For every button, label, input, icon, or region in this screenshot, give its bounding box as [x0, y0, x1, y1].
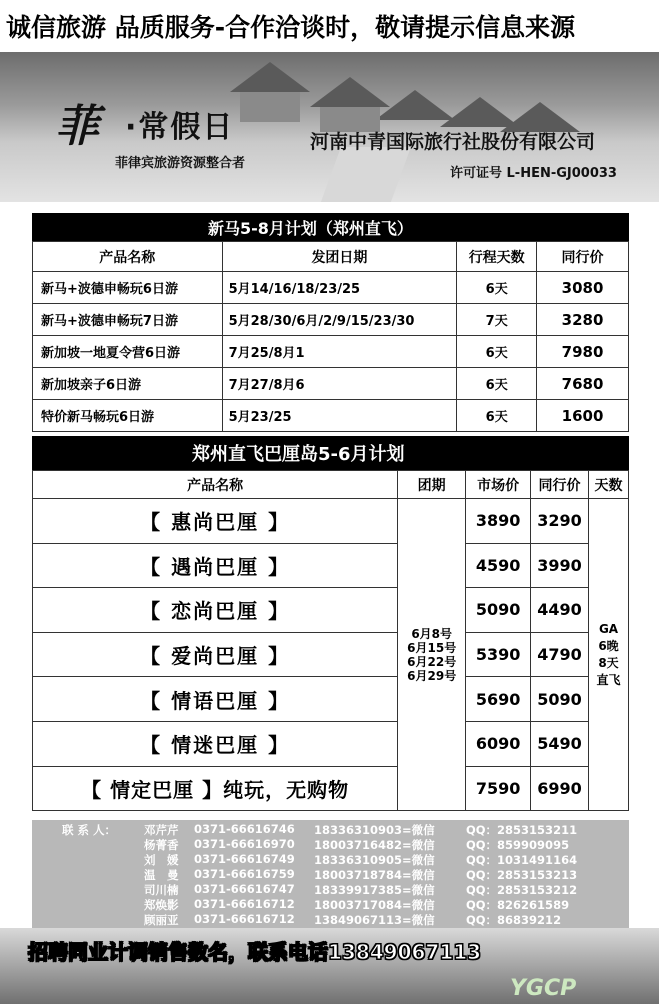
trip-info [589, 499, 629, 811]
contact-qq: QQ：2853153211 [466, 823, 578, 837]
contact-row [144, 867, 606, 883]
contact-row [144, 822, 606, 838]
contact-mobile: 18003717084=微信 [314, 898, 435, 912]
contact-row [144, 897, 606, 913]
contact-mobile: 18003718784=微信 [314, 868, 435, 882]
product-name: 新加坡亲子6日游 [33, 368, 223, 400]
contact-name: 邓芹芹 [144, 823, 179, 837]
contact-qq: QQ：826261589 [466, 898, 570, 912]
contact-row [144, 852, 606, 868]
departure-dates: 7月25/8月1 [222, 336, 457, 368]
brand-tagline: 菲律宾旅游资源整合者 [115, 156, 246, 171]
contact-qq: QQ：86839212 [466, 913, 562, 927]
top-banner: 诚信旅游 品质服务-合作洽谈时，敬请提示信息来源 [6, 13, 576, 42]
col-header: 团期 [398, 471, 466, 499]
contact-qq: QQ：859909095 [466, 838, 570, 852]
peer-price: 7680 [537, 368, 629, 400]
table-row [33, 499, 629, 544]
product-name: 【 情语巴厘 】 [33, 677, 398, 722]
contact-qq: QQ：2853153213 [466, 868, 578, 882]
trip-days: 7天 [457, 304, 537, 336]
contact-name: 郑焕影 [144, 898, 179, 912]
contact-name: 杨菁香 [144, 838, 179, 852]
contact-row [144, 882, 606, 898]
market-price: 4590 [466, 543, 531, 588]
table-row [33, 721, 629, 766]
contact-mobile: 13849067113=微信 [314, 913, 435, 927]
col-header: 同行价 [531, 471, 589, 499]
contact-name: 温 曼 [144, 868, 179, 882]
license-number: 许可证号 L-HEN-GJ00033 [450, 166, 617, 181]
market-price: 3890 [466, 499, 531, 544]
trip-info-line: 8天 [598, 655, 619, 670]
product-name: 【 情迷巴厘 】 [33, 721, 398, 766]
footer-banner [0, 928, 659, 1004]
product-name: 新马+波德申畅玩6日游 [33, 272, 223, 304]
contact-phone: 0371-66616747 [194, 882, 295, 896]
col-header: 产品名称 [33, 242, 223, 272]
contact-name: 刘 媛 [144, 853, 179, 867]
tour-date: 6月15号 [407, 640, 457, 655]
departure-dates: 5月23/25 [222, 400, 457, 432]
contact-row [144, 837, 606, 853]
contact-phone: 0371-66616749 [194, 852, 295, 866]
section1-table [32, 241, 629, 432]
contact-phone: 0371-66616712 [194, 897, 295, 911]
table-row [33, 632, 629, 677]
product-name: 新马+波德申畅玩7日游 [33, 304, 223, 336]
col-header: 市场价 [466, 471, 531, 499]
trip-info-line: 直飞 [596, 672, 621, 687]
peer-price: 3290 [531, 499, 589, 544]
table-row [33, 336, 629, 368]
peer-price: 4790 [531, 632, 589, 677]
contacts-label: 联 系 人： [62, 823, 117, 837]
brand-logo-icon: 菲 [55, 101, 99, 152]
product-name: 【 情定巴厘 】纯玩，无购物 [33, 766, 398, 811]
contact-name: 顾丽亚 [144, 913, 179, 927]
boardwalk [319, 147, 411, 202]
peer-price: 1600 [537, 400, 629, 432]
peer-price: 3280 [537, 304, 629, 336]
trip-days: 6天 [457, 400, 537, 432]
peer-price: 5490 [531, 721, 589, 766]
market-price: 5390 [466, 632, 531, 677]
tour-date: 6月8号 [411, 626, 453, 641]
hut-roof [230, 62, 310, 92]
table-row [33, 304, 629, 336]
trip-days: 6天 [457, 368, 537, 400]
hut-body [240, 92, 300, 122]
product-name: 【 爱尚巴厘 】 [33, 632, 398, 677]
table-row [33, 272, 629, 304]
hero-banner [0, 52, 659, 202]
table-row [33, 766, 629, 811]
product-name: 【 惠尚巴厘 】 [33, 499, 398, 544]
peer-price: 3990 [531, 543, 589, 588]
contact-mobile: 18336310903=微信 [314, 823, 435, 837]
peer-price: 7980 [537, 336, 629, 368]
peer-price: 4490 [531, 588, 589, 633]
peer-price: 6990 [531, 766, 589, 811]
table-row [33, 588, 629, 633]
col-header: 行程天数 [457, 242, 537, 272]
product-name: 【 恋尚巴厘 】 [33, 588, 398, 633]
contact-mobile: 18339917385=微信 [314, 883, 435, 897]
contact-row [144, 912, 606, 928]
product-name: 新加坡一地夏令营6日游 [33, 336, 223, 368]
col-header: 发团日期 [222, 242, 457, 272]
recruit-notice: 招聘同业计调销售数名，联系电话13849067113 [28, 940, 482, 964]
departure-dates: 5月14/16/18/23/25 [222, 272, 457, 304]
col-header: 同行价 [537, 242, 629, 272]
table-row [33, 677, 629, 722]
trip-info-line: GA [598, 621, 619, 636]
departure-dates: 5月28/30/6月/2/9/15/23/30 [222, 304, 457, 336]
contacts-panel [32, 820, 629, 928]
contact-mobile: 18003716482=微信 [314, 838, 435, 852]
contact-phone: 0371-66616970 [194, 837, 295, 851]
table-row [33, 368, 629, 400]
trip-days: 6天 [457, 272, 537, 304]
brand-name: ·常假日 [125, 110, 235, 145]
contact-qq: QQ：2853153212 [466, 883, 578, 897]
market-price: 7590 [466, 766, 531, 811]
contact-qq: QQ：1031491164 [466, 853, 578, 867]
contact-mobile: 18336310905=微信 [314, 853, 435, 867]
tour-date: 6月29号 [407, 668, 457, 683]
col-header: 产品名称 [33, 471, 398, 499]
tour-dates [398, 499, 466, 811]
peer-price: 5090 [531, 677, 589, 722]
trip-days: 6天 [457, 336, 537, 368]
contact-phone: 0371-66616712 [194, 912, 295, 926]
market-price: 5090 [466, 588, 531, 633]
company-name: 河南中青国际旅行社股份有限公司 [310, 131, 596, 153]
section2-title: 郑州直飞巴厘岛5-6月计划 [32, 436, 629, 470]
product-name: 特价新马畅玩6日游 [33, 400, 223, 432]
market-price: 5690 [466, 677, 531, 722]
col-header: 天数 [589, 471, 629, 499]
table-row [33, 543, 629, 588]
tour-date: 6月22号 [407, 654, 457, 669]
peer-price: 3080 [537, 272, 629, 304]
contact-phone: 0371-66616746 [194, 822, 295, 836]
watermark: YGCP [510, 976, 577, 1001]
departure-dates: 7月27/8月6 [222, 368, 457, 400]
contact-name: 司川楠 [144, 883, 179, 897]
contact-phone: 0371-66616759 [194, 867, 295, 881]
section1-title: 新马5-8月计划（郑州直飞） [32, 213, 629, 241]
product-name: 【 遇尚巴厘 】 [33, 543, 398, 588]
section2-table [32, 470, 629, 811]
market-price: 6090 [466, 721, 531, 766]
table-row [33, 400, 629, 432]
trip-info-line: 6晚 [598, 638, 619, 653]
